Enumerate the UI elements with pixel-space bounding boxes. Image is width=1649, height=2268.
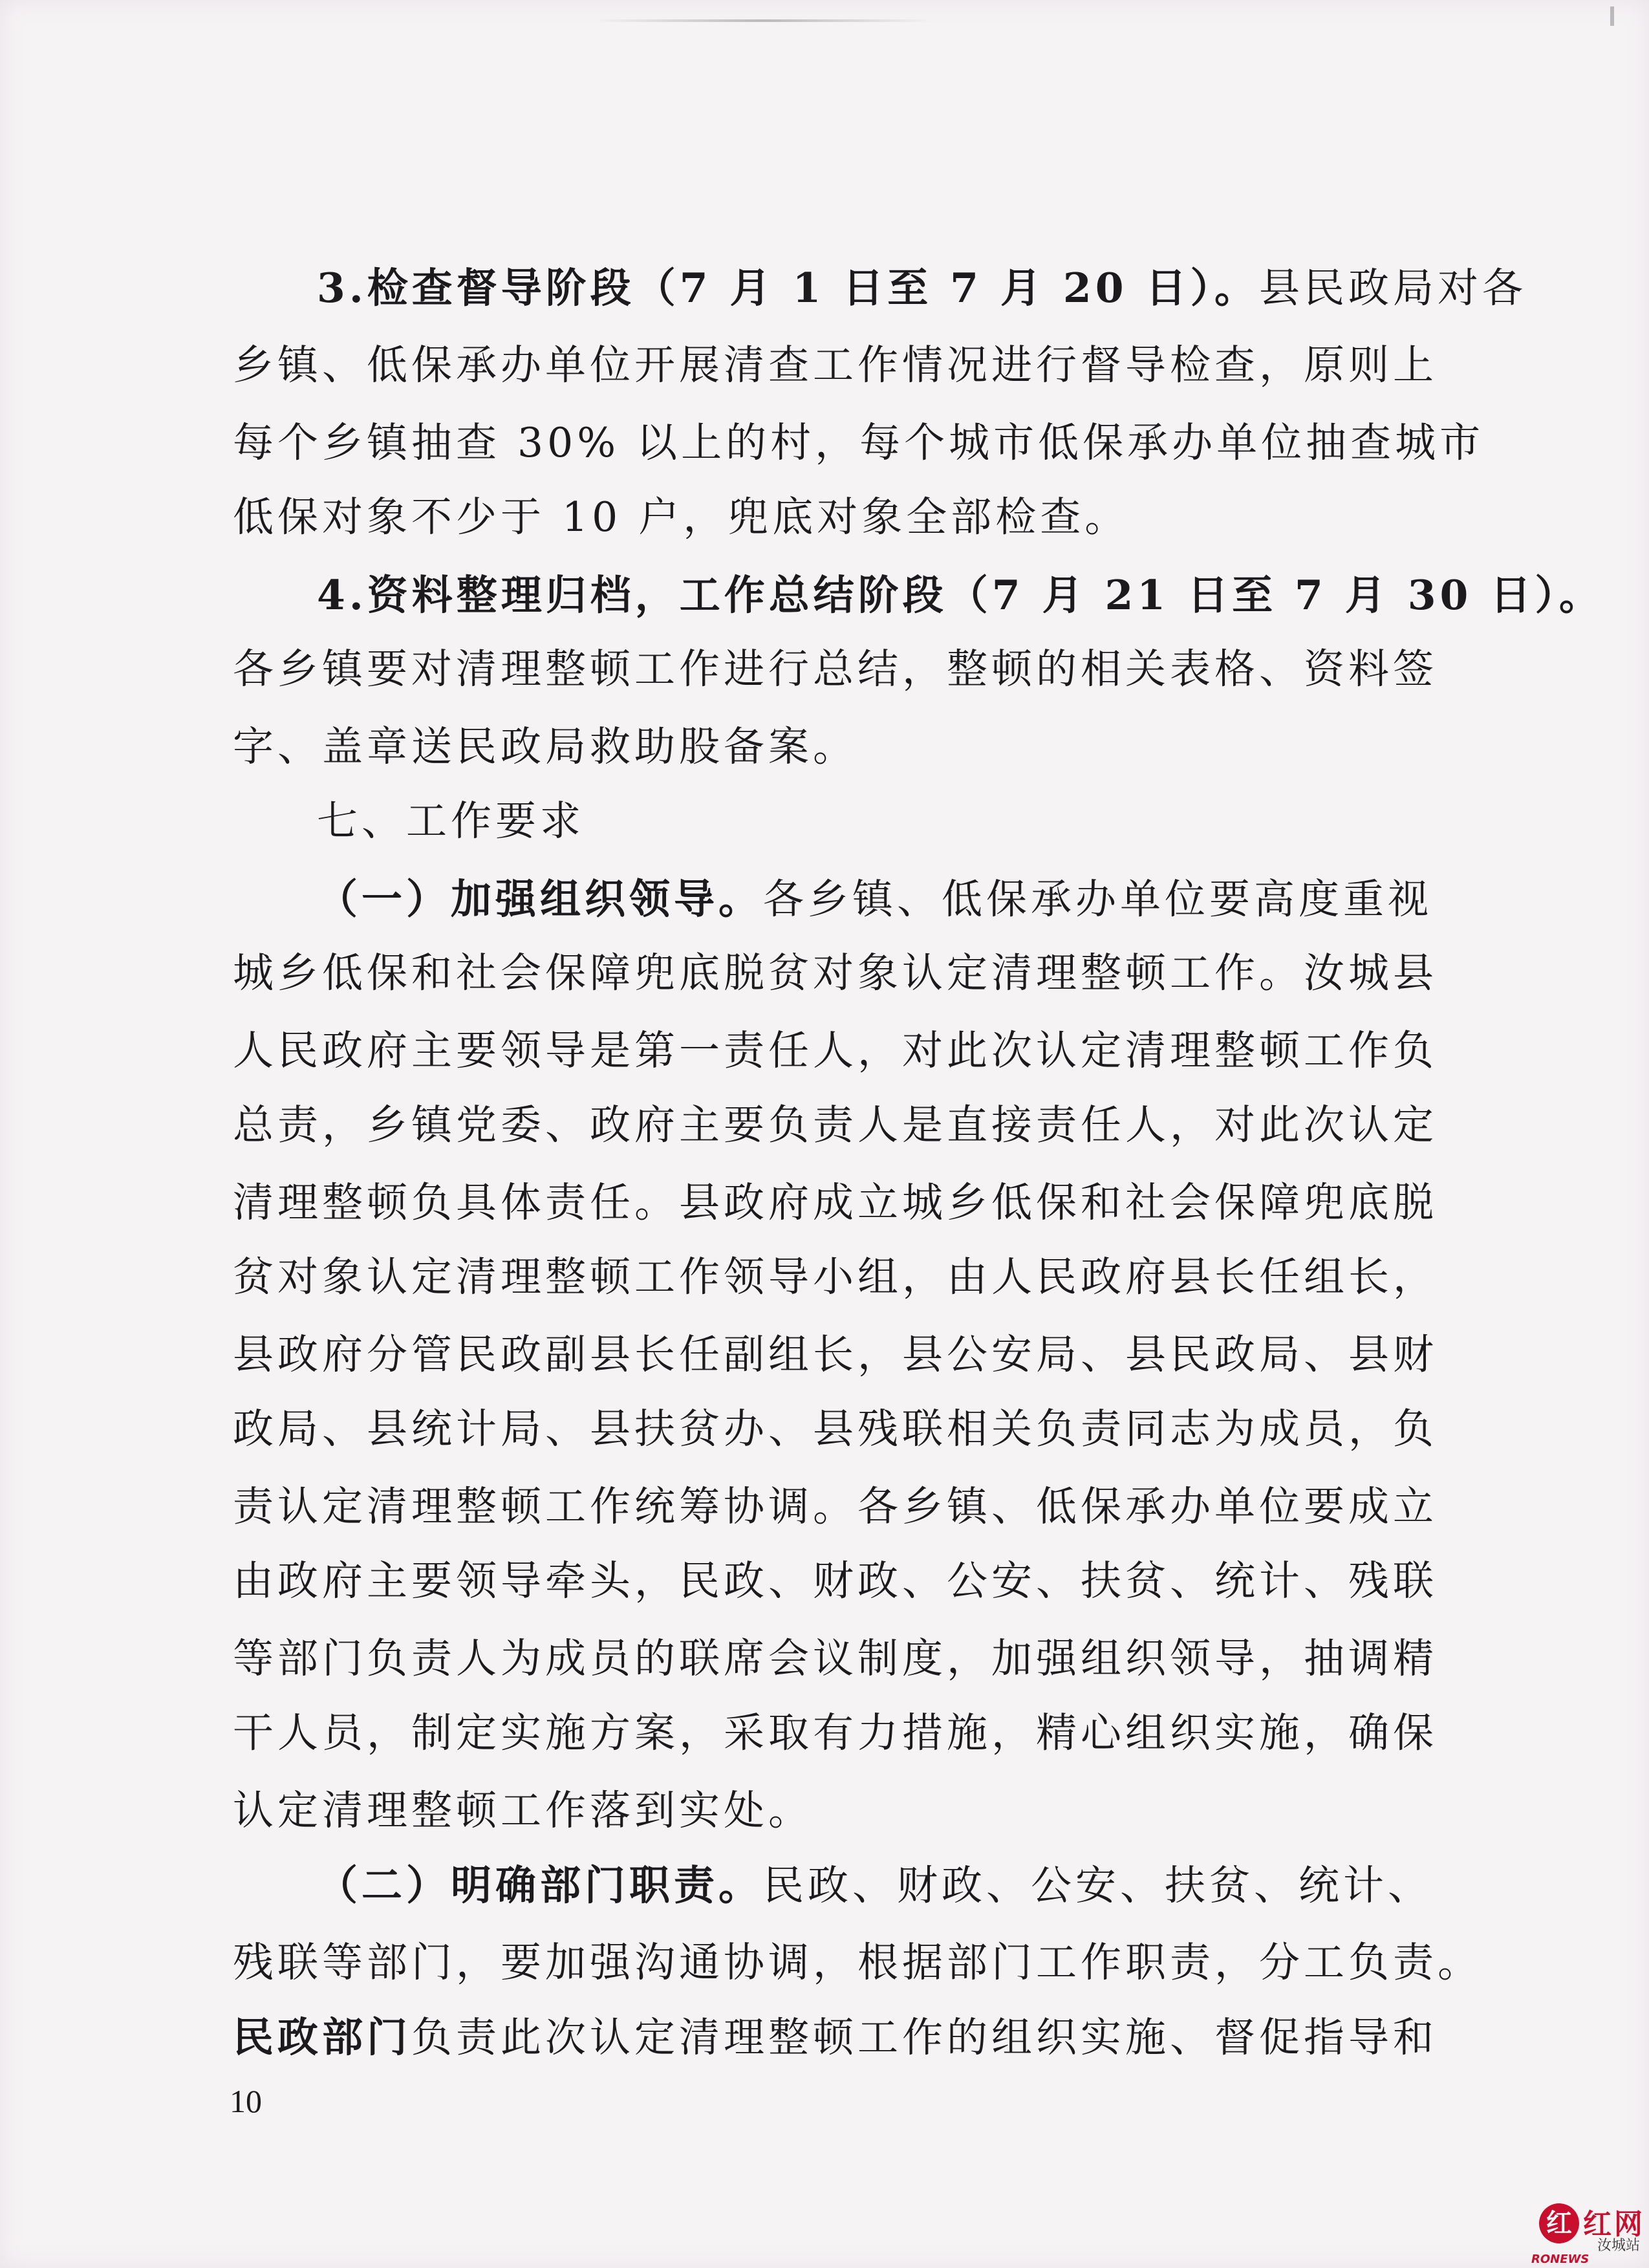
paragraph-line: （一）加强组织领导。各乡镇、低保承办单位要高度重视 <box>317 875 1432 923</box>
paragraph-line: 低保对象不少于 10 户，兜底对象全部检查。 <box>233 493 1130 541</box>
paragraph-line: （二）明确部门职责。民政、财政、公安、扶贫、统计、 <box>317 1861 1432 1909</box>
section-heading: 3.检查督导阶段（7 月 1 日至 7 月 20 日）。 <box>317 264 1259 312</box>
paragraph-line <box>317 569 1604 621</box>
paragraph-line: 3.检查督导阶段（7 月 1 日至 7 月 20 日）。县民政局对各 <box>317 264 1527 312</box>
paragraph-line: 县政府分管民政副县长任副组长，县公安局、县民政局、县财 <box>233 1331 1438 1378</box>
section-heading: 4.资料整理归档，工作总结阶段（7 月 21 日至 7 月 30 日）。 <box>317 571 1604 619</box>
section-heading: （一）加强组织领导。 <box>317 875 763 923</box>
paragraph-line: 清理整顿负具体责任。县政府成立城乡低保和社会保障兜底脱 <box>233 1179 1438 1226</box>
logo-mark-icon: 红 <box>1539 2203 1579 2243</box>
paragraph-line: 残联等部门，要加强沟通协调，根据部门工作职责，分工负责。 <box>233 1939 1482 1986</box>
paragraph-line: 各乡镇要对清理整顿工作进行总结，整顿的相关表格、资料签 <box>233 645 1438 693</box>
logo-name: 红网 <box>1583 2208 1645 2241</box>
section-heading: （二）明确部门职责。 <box>317 1861 763 1909</box>
scan-artifact <box>595 19 931 22</box>
paragraph-line: 每个乡镇抽查 30% 以上的村，每个城市低保承办单位抽查城市 <box>233 419 1485 466</box>
paragraph-line: 由政府主要领导牵头，民政、财政、公安、扶贫、统计、残联 <box>233 1557 1438 1604</box>
paragraph-line: 等部门负责人为成员的联席会议制度，加强组织领导，抽调精 <box>233 1635 1438 1682</box>
site-logo <box>1526 2197 1649 2268</box>
section-heading: 民政部门 <box>233 2013 411 2061</box>
paragraph-line: 干人员，制定实施方案，采取有力措施，精心组织实施，确保 <box>233 1709 1438 1756</box>
paragraph-line: 乡镇、低保承办单位开展清查工作情况进行督导检查，原则上 <box>233 341 1438 389</box>
paragraph-line: 贫对象认定清理整顿工作领导小组，由人民政府县长任组长， <box>233 1253 1438 1301</box>
paragraph-line: 民政部门负责此次认定清理整顿工作的组织实施、督促指导和 <box>233 2013 1438 2061</box>
paragraph-line: 政局、县统计局、县扶贫办、县残联相关负责同志为成员，负 <box>233 1405 1438 1453</box>
paragraph-line: 城乡低保和社会保障兜底脱贫对象认定清理整顿工作。汝城县 <box>233 949 1438 997</box>
paragraph-line: 字、盖章送民政局救助股备案。 <box>233 723 857 770</box>
logo-subtitle: 汝城站 <box>1597 2238 1641 2254</box>
paragraph-line: 总责，乡镇党委、政府主要负责人是直接责任人，对此次认定 <box>233 1101 1438 1149</box>
page-number: 10 <box>230 2083 262 2119</box>
paragraph-line: 人民政府主要领导是第一责任人，对此次认定清理整顿工作负 <box>233 1027 1438 1074</box>
paragraph-line: 责认定清理整顿工作统筹协调。各乡镇、低保承办单位要成立 <box>233 1483 1438 1530</box>
paragraph-line: 认定清理整顿工作落到实处。 <box>233 1787 813 1834</box>
scan-artifact <box>1610 6 1614 26</box>
logo-footer: RONEWS <box>1531 2252 1590 2266</box>
chapter-heading: 七、工作要求 <box>317 797 585 845</box>
